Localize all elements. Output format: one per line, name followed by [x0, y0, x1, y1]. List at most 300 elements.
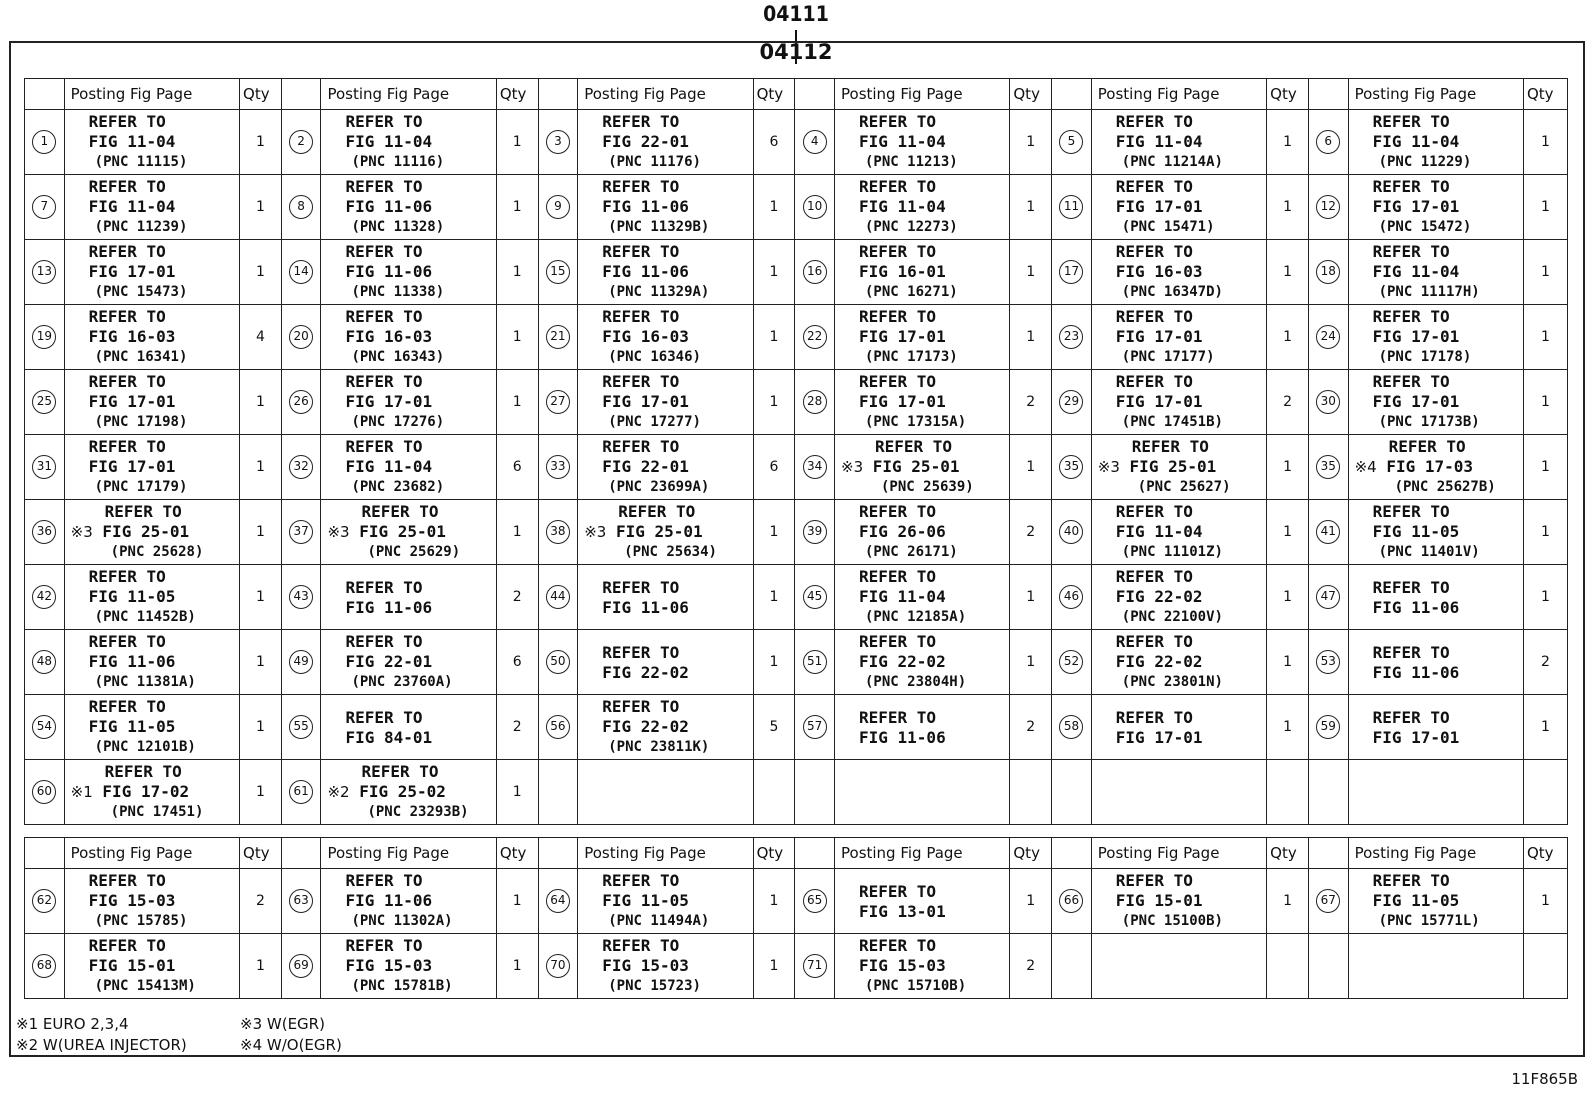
refer-to-label: REFER TO: [1115, 177, 1193, 196]
refer-to-label: REFER TO: [1115, 372, 1193, 391]
fig-page-ref: FIG 16-01: [859, 262, 946, 281]
pnc-code: (PNC 15771L): [1378, 913, 1480, 929]
pnc-code: (PNC 23811K): [608, 739, 710, 755]
fig-page-line: [1092, 132, 1266, 152]
item-number-cell: [1308, 240, 1348, 305]
reference-cell: [321, 934, 496, 999]
reference-cell: [64, 370, 239, 435]
reference-cell: [1348, 240, 1523, 305]
reference-cell: [64, 435, 239, 500]
pnc-code: (PNC 12101B): [94, 739, 196, 755]
table-row: [25, 500, 1568, 565]
fig-page-line: [1092, 262, 1266, 282]
qty-cell: [1523, 934, 1567, 999]
item-number-cell: [25, 869, 65, 934]
item-number-cell: [1052, 370, 1092, 435]
col-header-posting: Posting Fig Page: [835, 79, 1010, 110]
item-number-cell: [25, 630, 65, 695]
pnc-code: (PNC 25629): [367, 544, 461, 560]
qty-cell: 1: [753, 934, 795, 999]
pnc-code: (PNC 17179): [94, 479, 188, 495]
sub-header-code: 04112: [759, 40, 833, 64]
col-header-posting: Posting Fig Page: [578, 838, 753, 869]
fig-page-ref: FIG 22-02: [602, 663, 689, 682]
qty-cell: 2: [1267, 370, 1309, 435]
qty-cell: 1: [1267, 110, 1309, 175]
fig-page-ref: FIG 11-04: [859, 587, 946, 606]
item-number-cell: [1052, 435, 1092, 500]
fig-page-line: [65, 956, 239, 976]
fig-page-line: [65, 522, 239, 542]
pnc-code: (PNC 15100B): [1121, 913, 1223, 929]
reference-cell: [835, 934, 1010, 999]
refer-to-label: REFER TO: [859, 502, 937, 521]
fig-page-line: [578, 891, 752, 911]
qty-cell: [1267, 760, 1309, 825]
reference-cell: [1091, 500, 1266, 565]
qty-cell: [1010, 760, 1052, 825]
qty-cell: 6: [496, 435, 538, 500]
pnc-code: (PNC 23760A): [351, 674, 453, 690]
pnc-code: (PNC 16346): [608, 349, 701, 365]
qty-cell: 6: [753, 435, 795, 500]
pnc-code: (PNC 25627B): [1394, 479, 1496, 495]
fig-page-ref: FIG 16-03: [1115, 262, 1203, 281]
qty-cell: 1: [1523, 500, 1567, 565]
pnc-code: (PNC 26171): [865, 544, 958, 560]
fig-page-line: [578, 663, 752, 683]
item-number-cell: [538, 305, 578, 370]
qty-cell: 1: [496, 934, 538, 999]
fig-page-ref: FIG 11-06: [1372, 598, 1460, 617]
fig-page-line: [1349, 327, 1523, 347]
reference-cell: [64, 760, 239, 825]
col-header-qty: Qty: [496, 838, 538, 869]
col-header-qty: Qty: [753, 838, 795, 869]
reference-cell: [578, 240, 753, 305]
fig-page-line: [835, 587, 1009, 607]
refer-to-label: REFER TO: [1115, 112, 1193, 131]
item-number-badge: 56: [546, 715, 570, 739]
refer-to-label: REFER TO: [602, 242, 680, 261]
pnc-code: (PNC 11452B): [94, 609, 196, 625]
fig-page-line: [578, 717, 752, 737]
pnc-code: (PNC 23682): [351, 479, 445, 495]
col-header-qty: Qty: [1523, 838, 1567, 869]
item-number-cell: [1308, 760, 1348, 825]
col-header-number: [281, 838, 321, 869]
item-number-badge: 67: [1316, 889, 1340, 913]
item-number-badge: 18: [1316, 260, 1340, 284]
fig-page-ref: FIG 11-06: [1372, 663, 1460, 682]
qty-cell: 1: [753, 565, 795, 630]
qty-cell: 1: [1267, 630, 1309, 695]
qty-cell: 1: [753, 175, 795, 240]
refer-to-label: REFER TO: [88, 242, 166, 261]
pnc-code: (PNC 11494A): [608, 913, 710, 929]
fig-page-ref: FIG 22-02: [1115, 652, 1203, 671]
refer-to-label: REFER TO: [1372, 708, 1450, 727]
item-number-cell: [281, 869, 321, 934]
fig-page-line: [578, 262, 752, 282]
reference-cell: [1348, 565, 1523, 630]
item-number-badge: 19: [32, 325, 56, 349]
refer-to-label: REFER TO: [602, 112, 680, 131]
qty-cell: 2: [496, 695, 538, 760]
item-number-cell: [1308, 869, 1348, 934]
fig-page-line: [1092, 392, 1266, 412]
item-number-cell: [1052, 565, 1092, 630]
fig-page-ref: FIG 11-06: [345, 197, 433, 216]
fig-page-line: [835, 457, 1009, 477]
fig-page-ref: FIG 25-01: [102, 522, 190, 541]
item-number-cell: [538, 565, 578, 630]
fig-page-line: [1092, 327, 1266, 347]
reference-cell: [835, 630, 1010, 695]
item-number-badge: 29: [1059, 390, 1083, 414]
fig-page-ref: FIG 25-01: [359, 522, 446, 541]
table-row: [25, 370, 1568, 435]
item-number-cell: [795, 370, 835, 435]
pnc-code: (PNC 17276): [351, 414, 445, 430]
fig-page-line: [1349, 891, 1523, 911]
fig-page-line: [1349, 598, 1523, 618]
item-number-cell: [1308, 370, 1348, 435]
pnc-code: (PNC 16347D): [1121, 284, 1223, 300]
table-row: [25, 435, 1568, 500]
fig-page-line: [321, 956, 495, 976]
pnc-code: (PNC 15473): [94, 284, 188, 300]
item-number-badge: 35: [1316, 455, 1340, 479]
item-number-badge: 58: [1059, 715, 1083, 739]
item-number-badge: 37: [289, 520, 313, 544]
refer-to-label: REFER TO: [1372, 242, 1450, 261]
table-row: [25, 630, 1568, 695]
item-number-badge: 62: [32, 889, 56, 913]
pnc-code: (PNC 17173): [865, 349, 958, 365]
refer-to-label: REFER TO: [859, 567, 937, 586]
qty-cell: 1: [753, 630, 795, 695]
fig-page-line: [578, 598, 752, 618]
note-mark: ※2: [327, 783, 350, 801]
qty-cell: 1: [1010, 869, 1052, 934]
table-row: [25, 934, 1568, 999]
fig-page-line: [321, 132, 495, 152]
refer-to-label: REFER TO: [859, 708, 937, 727]
fig-page-ref: FIG 22-02: [1115, 587, 1203, 606]
fig-page-line: [578, 522, 752, 542]
item-number-cell: [1052, 934, 1092, 999]
qty-cell: 6: [496, 630, 538, 695]
col-header-posting: Posting Fig Page: [1091, 838, 1266, 869]
reference-cell: [1348, 695, 1523, 760]
fig-page-ref: FIG 11-06: [345, 891, 433, 910]
fig-page-line: [65, 197, 239, 217]
qty-cell: 1: [240, 630, 282, 695]
reference-cell: [578, 500, 753, 565]
qty-cell: 1: [1267, 695, 1309, 760]
qty-cell: 1: [496, 869, 538, 934]
pnc-code: (PNC 11381A): [94, 674, 196, 690]
col-header-posting: Posting Fig Page: [64, 79, 239, 110]
note-mark: ※3: [327, 523, 350, 541]
qty-cell: 4: [240, 305, 282, 370]
fig-page-ref: FIG 15-03: [602, 956, 689, 975]
qty-cell: 6: [753, 110, 795, 175]
item-number-cell: [538, 630, 578, 695]
item-number-cell: [795, 175, 835, 240]
col-header-qty: Qty: [1010, 838, 1052, 869]
fig-page-ref: FIG 25-01: [872, 457, 960, 476]
qty-cell: 1: [753, 500, 795, 565]
item-number-cell: [1308, 934, 1348, 999]
qty-cell: 1: [1267, 869, 1309, 934]
reference-cell: [321, 110, 496, 175]
item-number-badge: 38: [546, 520, 570, 544]
refer-to-label: REFER TO: [1372, 578, 1450, 597]
refer-to-label: REFER TO: [1372, 177, 1450, 196]
qty-cell: 1: [496, 500, 538, 565]
reference-cell: [64, 500, 239, 565]
pnc-code: (PNC 15781B): [351, 978, 453, 994]
qty-cell: 1: [1267, 435, 1309, 500]
pnc-code: (PNC 17451): [110, 804, 204, 820]
item-number-badge: 42: [32, 585, 56, 609]
reference-cell: [64, 305, 239, 370]
item-number-cell: [281, 695, 321, 760]
fig-page-line: [835, 197, 1009, 217]
fig-page-ref: FIG 11-04: [1115, 522, 1203, 541]
fig-page-line: [1092, 587, 1266, 607]
item-number-badge: 34: [803, 455, 827, 479]
item-number-cell: [538, 240, 578, 305]
fig-page-line: [1349, 132, 1523, 152]
footnote: ※2 W(UREA INJECTOR): [16, 1036, 187, 1054]
table-row: [25, 695, 1568, 760]
item-number-badge: 55: [289, 715, 313, 739]
col-header-number: [795, 838, 835, 869]
item-number-badge: 1: [32, 130, 56, 154]
note-mark: ※3: [584, 523, 607, 541]
item-number-badge: 61: [289, 780, 313, 804]
qty-cell: 1: [240, 565, 282, 630]
refer-to-label: REFER TO: [602, 437, 680, 456]
fig-page-line: [1349, 663, 1523, 683]
refer-to-label: REFER TO: [345, 177, 423, 196]
fig-page-line: [835, 327, 1009, 347]
fig-page-ref: FIG 25-02: [359, 782, 446, 801]
item-number-cell: [795, 869, 835, 934]
pnc-code: (PNC 16341): [94, 349, 188, 365]
item-number-badge: 26: [289, 390, 313, 414]
pnc-code: (PNC 15710B): [865, 978, 967, 994]
fig-page-ref: FIG 11-05: [602, 891, 689, 910]
reference-cell: [1348, 175, 1523, 240]
item-number-cell: [1052, 305, 1092, 370]
item-number-cell: [1052, 869, 1092, 934]
item-number-cell: [25, 370, 65, 435]
fig-page-ref: FIG 11-06: [88, 652, 176, 671]
qty-cell: 1: [1010, 110, 1052, 175]
col-header-qty: Qty: [240, 79, 282, 110]
item-number-badge: 49: [289, 650, 313, 674]
refer-to-label: REFER TO: [361, 762, 439, 781]
fig-page-ref: FIG 17-01: [88, 457, 176, 476]
col-header-posting: Posting Fig Page: [835, 838, 1010, 869]
refer-to-label: REFER TO: [88, 177, 166, 196]
qty-cell: 5: [753, 695, 795, 760]
fig-page-line: [1092, 891, 1266, 911]
reference-cell: [321, 500, 496, 565]
item-number-badge: 12: [1316, 195, 1340, 219]
col-header-posting: Posting Fig Page: [321, 79, 496, 110]
item-number-badge: 3: [546, 130, 570, 154]
fig-page-line: [321, 652, 495, 672]
item-number-badge: 17: [1059, 260, 1083, 284]
item-number-badge: 57: [803, 715, 827, 739]
item-number-cell: [1052, 760, 1092, 825]
qty-cell: 1: [240, 175, 282, 240]
refer-to-label: REFER TO: [88, 632, 166, 651]
fig-page-line: [321, 782, 495, 802]
fig-page-line: [1349, 262, 1523, 282]
fig-page-line: [321, 392, 495, 412]
fig-page-ref: FIG 22-01: [602, 132, 689, 151]
pnc-code: (PNC 11116): [351, 154, 445, 170]
qty-cell: 1: [1523, 305, 1567, 370]
table-row: [25, 240, 1568, 305]
fig-page-ref: FIG 17-01: [1372, 327, 1460, 346]
item-number-cell: [1308, 695, 1348, 760]
item-number-cell: [1308, 305, 1348, 370]
item-number-cell: [281, 370, 321, 435]
item-number-cell: [1052, 110, 1092, 175]
qty-cell: [1523, 760, 1567, 825]
reference-cell: [1348, 760, 1523, 825]
fig-page-ref: FIG 25-01: [615, 522, 703, 541]
item-number-badge: 68: [32, 954, 56, 978]
col-header-number: [1052, 79, 1092, 110]
refer-to-label: REFER TO: [602, 871, 680, 890]
item-number-cell: [538, 934, 578, 999]
reference-cell: [321, 869, 496, 934]
item-number-badge: 23: [1059, 325, 1083, 349]
fig-page-line: [1092, 522, 1266, 542]
fig-page-ref: FIG 15-01: [88, 956, 176, 975]
reference-cell: [835, 695, 1010, 760]
fig-page-ref: FIG 17-01: [1115, 392, 1203, 411]
col-header-qty: Qty: [1523, 79, 1567, 110]
qty-cell: 1: [753, 869, 795, 934]
item-number-cell: [281, 175, 321, 240]
reference-cell: [578, 695, 753, 760]
fig-page-line: [321, 262, 495, 282]
reference-cell: [578, 760, 753, 825]
reference-cell: [64, 934, 239, 999]
fig-page-line: [578, 392, 752, 412]
qty-cell: 2: [240, 869, 282, 934]
fig-page-ref: FIG 17-01: [1372, 392, 1460, 411]
reference-cell: [578, 175, 753, 240]
reference-cell: [1091, 565, 1266, 630]
col-header-posting: Posting Fig Page: [1348, 79, 1523, 110]
item-number-badge: 14: [289, 260, 313, 284]
item-number-cell: [795, 305, 835, 370]
fig-page-ref: FIG 11-06: [345, 262, 433, 281]
fig-page-ref: FIG 11-04: [859, 132, 946, 151]
pnc-code: (PNC 11302A): [351, 913, 453, 929]
item-number-cell: [25, 695, 65, 760]
item-number-badge: 54: [32, 715, 56, 739]
qty-cell: 1: [1267, 175, 1309, 240]
refer-to-label: REFER TO: [602, 177, 680, 196]
refer-to-label: REFER TO: [618, 502, 696, 521]
reference-cell: [1348, 934, 1523, 999]
item-number-badge: 43: [289, 585, 313, 609]
pnc-code: (PNC 17315A): [865, 414, 967, 430]
pnc-code: (PNC 11214A): [1121, 154, 1223, 170]
reference-cell: [321, 435, 496, 500]
refer-to-label: REFER TO: [88, 871, 166, 890]
qty-cell: 2: [496, 565, 538, 630]
pnc-code: (PNC 11115): [94, 154, 188, 170]
reference-cell: [64, 240, 239, 305]
reference-cell: [64, 175, 239, 240]
item-number-badge: 35: [1059, 455, 1083, 479]
qty-cell: 1: [1523, 110, 1567, 175]
refer-to-label: REFER TO: [88, 697, 166, 716]
item-number-badge: 50: [546, 650, 570, 674]
refer-to-label: REFER TO: [88, 437, 166, 456]
item-number-cell: [1308, 175, 1348, 240]
pnc-code: (PNC 15472): [1378, 219, 1472, 235]
reference-cell: [1091, 630, 1266, 695]
refer-to-label: REFER TO: [345, 708, 423, 727]
reference-cell: [835, 175, 1010, 240]
fig-page-ref: FIG 16-03: [88, 327, 176, 346]
refer-to-label: REFER TO: [875, 437, 953, 456]
col-header-qty: Qty: [240, 838, 282, 869]
reference-cell: [321, 370, 496, 435]
col-header-number: [1308, 838, 1348, 869]
fig-page-line: [835, 522, 1009, 542]
fig-page-ref: FIG 11-06: [345, 598, 433, 617]
fig-page-ref: FIG 17-01: [859, 392, 946, 411]
refer-to-label: REFER TO: [859, 307, 937, 326]
fig-page-ref: FIG 11-04: [1372, 132, 1460, 151]
col-header-number: [538, 79, 578, 110]
fig-page-ref: FIG 84-01: [345, 728, 433, 747]
fig-page-ref: FIG 11-04: [859, 197, 946, 216]
reference-cell: [1091, 934, 1266, 999]
qty-cell: 1: [1010, 240, 1052, 305]
fig-page-ref: FIG 17-01: [602, 392, 689, 411]
fig-page-ref: FIG 11-04: [1115, 132, 1203, 151]
pnc-code: (PNC 25628): [110, 544, 204, 560]
reference-cell: [835, 869, 1010, 934]
fig-page-line: [1092, 652, 1266, 672]
reference-cell: [835, 305, 1010, 370]
pnc-code: (PNC 25639): [881, 479, 974, 495]
pnc-code: (PNC 22100V): [1121, 609, 1223, 625]
item-number-cell: [25, 760, 65, 825]
item-number-badge: 46: [1059, 585, 1083, 609]
qty-cell: 1: [496, 110, 538, 175]
item-number-badge: 28: [803, 390, 827, 414]
reference-cell: [1091, 869, 1266, 934]
fig-page-line: [835, 132, 1009, 152]
col-header-number: [795, 79, 835, 110]
